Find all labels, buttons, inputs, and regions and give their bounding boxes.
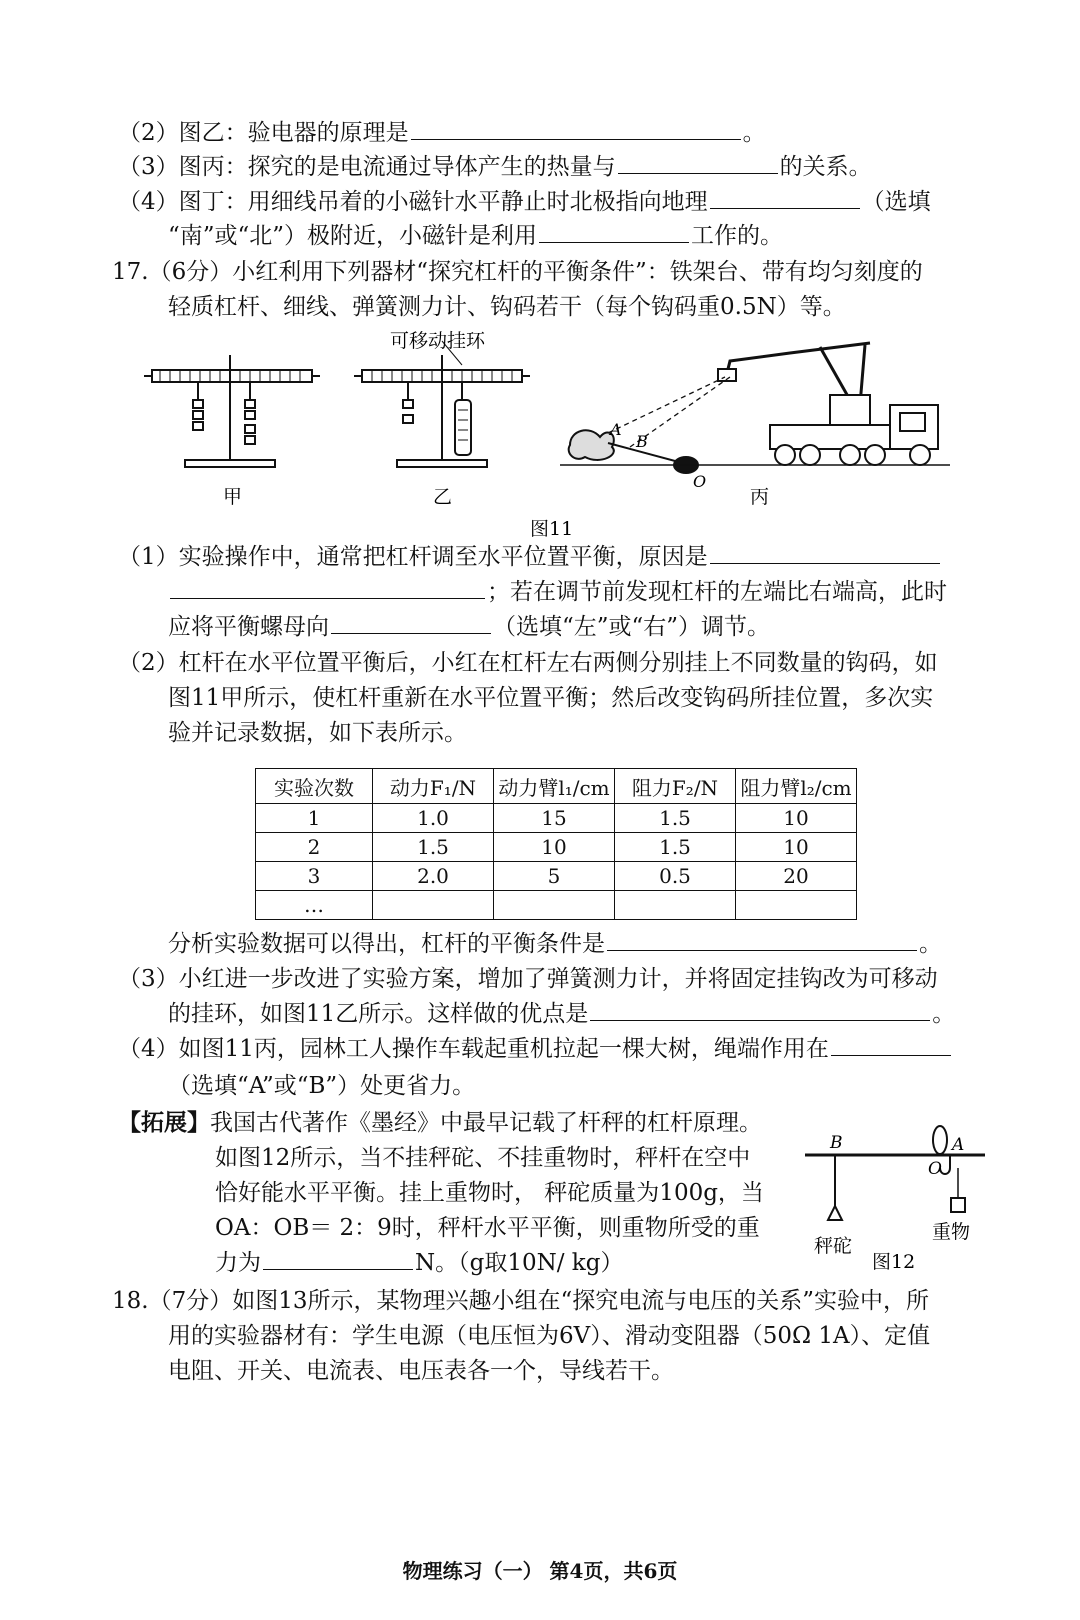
q17-part2-line1: （2）杠杆在水平位置平衡后，小红在杠杆左右两侧分别挂上不同数量的钩码，如 xyxy=(118,650,938,676)
fig12-label-B: B xyxy=(830,1133,843,1153)
figure-11 xyxy=(130,325,970,540)
label-A: A xyxy=(610,420,622,439)
figure-11-title: 图11 xyxy=(530,518,574,540)
answer-blank[interactable] xyxy=(710,541,940,564)
q18-line1: 18.（7分）如图13所示，某物理兴趣小组在“探究电流与电压的关系”实验中，所 xyxy=(112,1288,929,1314)
q16-part3: （3）图丙：探究的是电流通过导体产生的热量与 的关系。 xyxy=(118,151,872,183)
answer-blank[interactable] xyxy=(710,186,860,209)
q17-part2-line3: 验并记录数据，如下表所示。 xyxy=(168,720,467,746)
answer-blank[interactable] xyxy=(539,220,689,243)
q17-part1-line3: 应将平衡螺母向 （选填“左”或“右”）调节。 xyxy=(168,611,770,643)
fig-label-bing: 丙 xyxy=(750,486,770,508)
fig-label-jia: 甲 xyxy=(223,486,243,508)
table-row: 3 2.0 5 0.5 20 xyxy=(256,862,857,891)
q16-part4-line1: （4）图丁：用细线吊着的小磁针水平静止时北极指向地理 （选填 xyxy=(118,186,931,218)
q17-part3-line2: 的挂环，如图11乙所示。这样做的优点是 。 xyxy=(168,998,955,1030)
answer-blank[interactable] xyxy=(411,117,741,140)
crane-truck xyxy=(560,343,950,473)
q16-part2: （2）图乙：验电器的原理是 。 xyxy=(118,117,766,149)
answer-blank[interactable] xyxy=(331,611,491,634)
fig12-weight-label: 秤砣 xyxy=(814,1235,853,1257)
fig12-object-label: 重物 xyxy=(932,1221,971,1243)
fig12-label-A: A xyxy=(952,1135,965,1155)
q17-part1-line2: ；若在调节前发现杠杆的左端比右端高，此时 xyxy=(168,576,947,608)
extension-line2: 如图12所示，当不挂秤砣、不挂重物时，秤杆在空中 xyxy=(215,1145,751,1171)
extension-line1: 【拓展】我国古代著作《墨经》中最早记载了杆秤的杠杆原理。 xyxy=(118,1109,762,1136)
fig-label-yi: 乙 xyxy=(433,486,453,508)
answer-blank[interactable] xyxy=(831,1033,951,1056)
table-row: 1 1.0 15 1.5 10 xyxy=(256,804,857,833)
q18-line2: 用的实验器材有：学生电源（电压恒为6V）、滑动变阻器（50Ω 1A）、定值 xyxy=(168,1323,931,1349)
experiment-data-table xyxy=(255,768,857,920)
answer-blank[interactable] xyxy=(618,151,778,174)
q17-part3-line1: （3）小红进一步改进了实验方案，增加了弹簧测力计，并将固定挂钩改为可移动 xyxy=(118,966,938,992)
answer-blank[interactable] xyxy=(263,1247,413,1270)
table-header-cell: 动力F₁/N xyxy=(373,769,494,804)
extension-line4: OA：OB＝ 2：9时，秤杆水平平衡，则重物所受的重 xyxy=(215,1215,760,1241)
extension-line5: 力为 N。（g取10N/ kg） xyxy=(215,1247,623,1279)
table-header-cell: 实验次数 xyxy=(256,769,373,804)
table-header-cell: 动力臂l₁/cm xyxy=(494,769,615,804)
q17-part2-conclusion: 分析实验数据可以得出，杠杆的平衡条件是 。 xyxy=(168,928,942,960)
lever-stand-yi xyxy=(354,341,530,467)
table-header-cell: 阻力臂l₂/cm xyxy=(736,769,857,804)
q17-part1-line1: （1）实验操作中，通常把杠杆调至水平位置平衡，原因是 xyxy=(118,541,942,573)
label-O: O xyxy=(693,472,707,491)
table-header-cell: 阻力F₂/N xyxy=(615,769,736,804)
q17-part4-line1: （4）如图11丙，园林工人操作车载起重机拉起一棵大树，绳端作用在 xyxy=(118,1033,953,1065)
fig12-label-O: O xyxy=(928,1159,942,1179)
answer-blank[interactable] xyxy=(170,576,485,599)
q17-part2-line2: 图11甲所示，使杠杆重新在水平位置平衡；然后改变钩码所挂位置，多次实 xyxy=(168,685,934,711)
table-row: … xyxy=(256,891,857,920)
extension-line3: 恰好能水平平衡。挂上重物时， 秤砣质量为100g，当 xyxy=(215,1180,764,1206)
q17-intro-line2: 轻质杠杆、细线、弹簧测力计、钩码若干（每个钩码重0.5N）等。 xyxy=(168,294,846,320)
table-header-row xyxy=(256,769,857,804)
q17-part4-line2: （选填“A”或“B”）处更省力。 xyxy=(168,1073,476,1099)
answer-blank[interactable] xyxy=(590,998,930,1021)
table-row: 2 1.5 10 1.5 10 xyxy=(256,833,857,862)
q16-part4-line2: “南”或“北”）极附近，小磁针是利用 工作的。 xyxy=(168,220,783,252)
figure-12 xyxy=(800,1120,990,1275)
page-footer: 物理练习（一） 第4页，共6页 xyxy=(402,1559,678,1583)
answer-blank[interactable] xyxy=(607,928,917,951)
label-B: B xyxy=(636,432,648,451)
lever-stand-jia xyxy=(144,355,320,467)
q18-line3: 电阻、开关、电流表、电压表各一个，导线若干。 xyxy=(168,1358,674,1384)
movable-ring-caption: 可移动挂环 xyxy=(390,330,486,352)
extension-tag: 【拓展】 xyxy=(118,1109,210,1136)
q17-intro-line1: 17.（6分）小红利用下列器材“探究杠杆的平衡条件”：铁架台、带有均匀刻度的 xyxy=(112,259,923,285)
figure-12-title: 图12 xyxy=(872,1251,916,1273)
